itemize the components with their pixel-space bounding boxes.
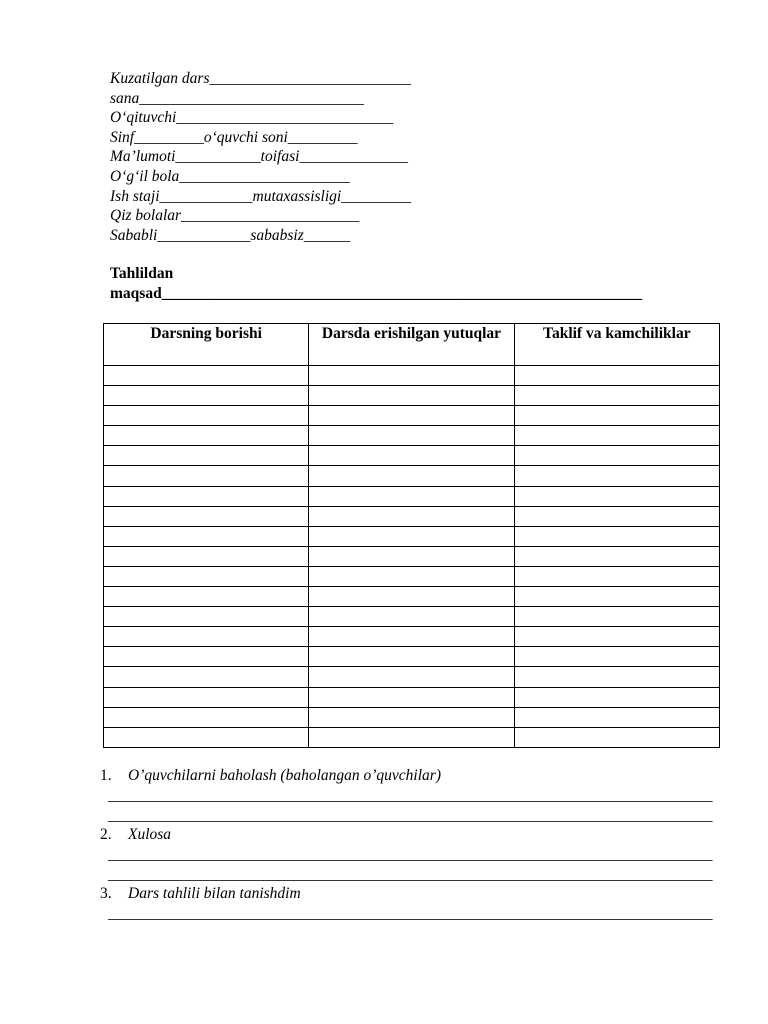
table-cell[interactable] — [309, 486, 514, 506]
table-cell[interactable] — [514, 386, 719, 406]
table-cell[interactable] — [514, 607, 719, 627]
table-cell[interactable] — [104, 366, 309, 386]
table-cell[interactable] — [104, 506, 309, 526]
table-row — [104, 366, 720, 386]
table-cell[interactable] — [514, 587, 719, 607]
analysis-table — [103, 323, 720, 748]
table-row — [104, 667, 720, 687]
table-cell[interactable] — [514, 707, 719, 727]
field-teacher[interactable]: O‘qituvchi____________________________ — [110, 109, 394, 127]
table-cell[interactable] — [514, 647, 719, 667]
table-body — [104, 366, 720, 748]
table-row — [104, 426, 720, 446]
table-row — [104, 727, 720, 747]
table-cell[interactable] — [104, 526, 309, 546]
table-cell[interactable] — [309, 627, 514, 647]
table-row — [104, 607, 720, 627]
table-cell[interactable] — [309, 466, 514, 486]
header-lesson-progress: Darsning borishi — [104, 324, 309, 366]
field-date[interactable]: sana_____________________________ — [110, 89, 365, 107]
field-observed-lesson[interactable]: Kuzatilgan dars__________________________ — [110, 70, 411, 87]
table-cell[interactable] — [514, 446, 719, 466]
table-cell[interactable] — [104, 386, 309, 406]
table-row — [104, 446, 720, 466]
table-cell[interactable] — [309, 546, 514, 566]
header-suggestions: Taklif va kamchiliklar — [514, 324, 719, 366]
table-cell[interactable] — [309, 506, 514, 526]
table-cell[interactable] — [104, 406, 309, 426]
table-cell[interactable] — [104, 566, 309, 586]
table-cell[interactable] — [309, 687, 514, 707]
table-cell[interactable] — [514, 466, 719, 486]
table-cell[interactable] — [104, 426, 309, 446]
item-number: 1. — [100, 767, 112, 784]
table-cell[interactable] — [309, 366, 514, 386]
table-cell[interactable] — [309, 426, 514, 446]
table-row — [104, 707, 720, 727]
table-row — [104, 526, 720, 546]
table-cell[interactable] — [514, 566, 719, 586]
goal-label: Tahlildan — [110, 265, 174, 282]
field-absence-reason[interactable]: Sababli____________sababsiz______ — [110, 226, 351, 244]
table-row — [104, 466, 720, 486]
table-row — [104, 566, 720, 586]
table-cell[interactable] — [309, 707, 514, 727]
analysis-goal — [110, 264, 642, 303]
table-cell[interactable] — [514, 667, 719, 687]
table-cell[interactable] — [309, 727, 514, 747]
table-cell[interactable] — [309, 647, 514, 667]
header-lesson-achievements: Darsda erishilgan yutuqlar — [309, 324, 514, 366]
table-cell[interactable] — [104, 486, 309, 506]
table-cell[interactable] — [309, 587, 514, 607]
field-class-student-count[interactable]: Sinf_________o‘quvchi soni_________ — [110, 128, 358, 146]
table-row — [104, 386, 720, 406]
table-row — [104, 486, 720, 506]
field-education-category[interactable]: Ma’lumoti___________toifasi______________ — [110, 148, 408, 166]
table-cell[interactable] — [104, 707, 309, 727]
table-cell[interactable] — [104, 647, 309, 667]
table-cell[interactable] — [514, 526, 719, 546]
table-row — [104, 687, 720, 707]
numbered-item — [100, 825, 713, 845]
numbered-list — [100, 766, 713, 924]
goal-line[interactable]: maqsad______________________________________________________________ — [110, 284, 643, 302]
table-header-row — [104, 324, 720, 366]
table-cell[interactable] — [309, 607, 514, 627]
numbered-item — [100, 766, 713, 786]
table-cell[interactable] — [514, 406, 719, 426]
table-cell[interactable] — [104, 687, 309, 707]
table-cell[interactable] — [104, 587, 309, 607]
table-row — [104, 627, 720, 647]
table-cell[interactable] — [309, 667, 514, 687]
table-cell[interactable] — [104, 466, 309, 486]
table-cell[interactable] — [514, 727, 719, 747]
table-row — [104, 546, 720, 566]
table-cell[interactable] — [309, 386, 514, 406]
table-cell[interactable] — [104, 446, 309, 466]
field-girls[interactable]: Qiz bolalar_______________________ — [110, 207, 360, 225]
table-cell[interactable] — [309, 446, 514, 466]
item-number: 3. — [100, 885, 112, 903]
table-cell[interactable] — [309, 406, 514, 426]
table-cell[interactable] — [514, 627, 719, 647]
table-cell[interactable] — [514, 366, 719, 386]
field-experience-specialty[interactable]: Ish staji____________mutaxassisligi_________ — [110, 187, 411, 205]
field-boys[interactable]: O‘g‘il bola______________________ — [110, 167, 350, 185]
item-text: Dars tahlili bilan tanishdim — [128, 885, 301, 903]
table-cell[interactable] — [104, 667, 309, 687]
item-text: Xulosa — [128, 826, 172, 844]
table-row — [104, 406, 720, 426]
table-cell[interactable] — [104, 627, 309, 647]
table-cell[interactable] — [104, 607, 309, 627]
item-text: O’quvchilarni baholash (baholangan o’quvchilar) — [128, 767, 441, 784]
table-cell[interactable] — [104, 727, 309, 747]
answer-line[interactable]: ______________________________________________________________________________ — [108, 806, 713, 824]
table-cell[interactable] — [514, 546, 719, 566]
table-cell[interactable] — [514, 486, 719, 506]
table-row — [104, 587, 720, 607]
answer-line[interactable]: ______________________________________________________________________________ — [108, 905, 713, 923]
answer-line[interactable]: ______________________________________________________________________________ — [108, 846, 713, 864]
numbered-item — [100, 884, 713, 904]
item-number: 2. — [100, 826, 112, 844]
table-cell[interactable] — [514, 687, 719, 707]
answer-line[interactable]: ______________________________________________________________________________ — [108, 865, 713, 883]
table-cell[interactable] — [514, 426, 719, 446]
table-row — [104, 647, 720, 667]
observation-fields — [110, 69, 411, 245]
table-cell[interactable] — [104, 546, 309, 566]
table-row — [104, 506, 720, 526]
table-cell[interactable] — [309, 526, 514, 546]
table-cell[interactable] — [514, 506, 719, 526]
table-cell[interactable] — [309, 566, 514, 586]
answer-line[interactable]: ______________________________________________________________________________ — [108, 787, 713, 804]
